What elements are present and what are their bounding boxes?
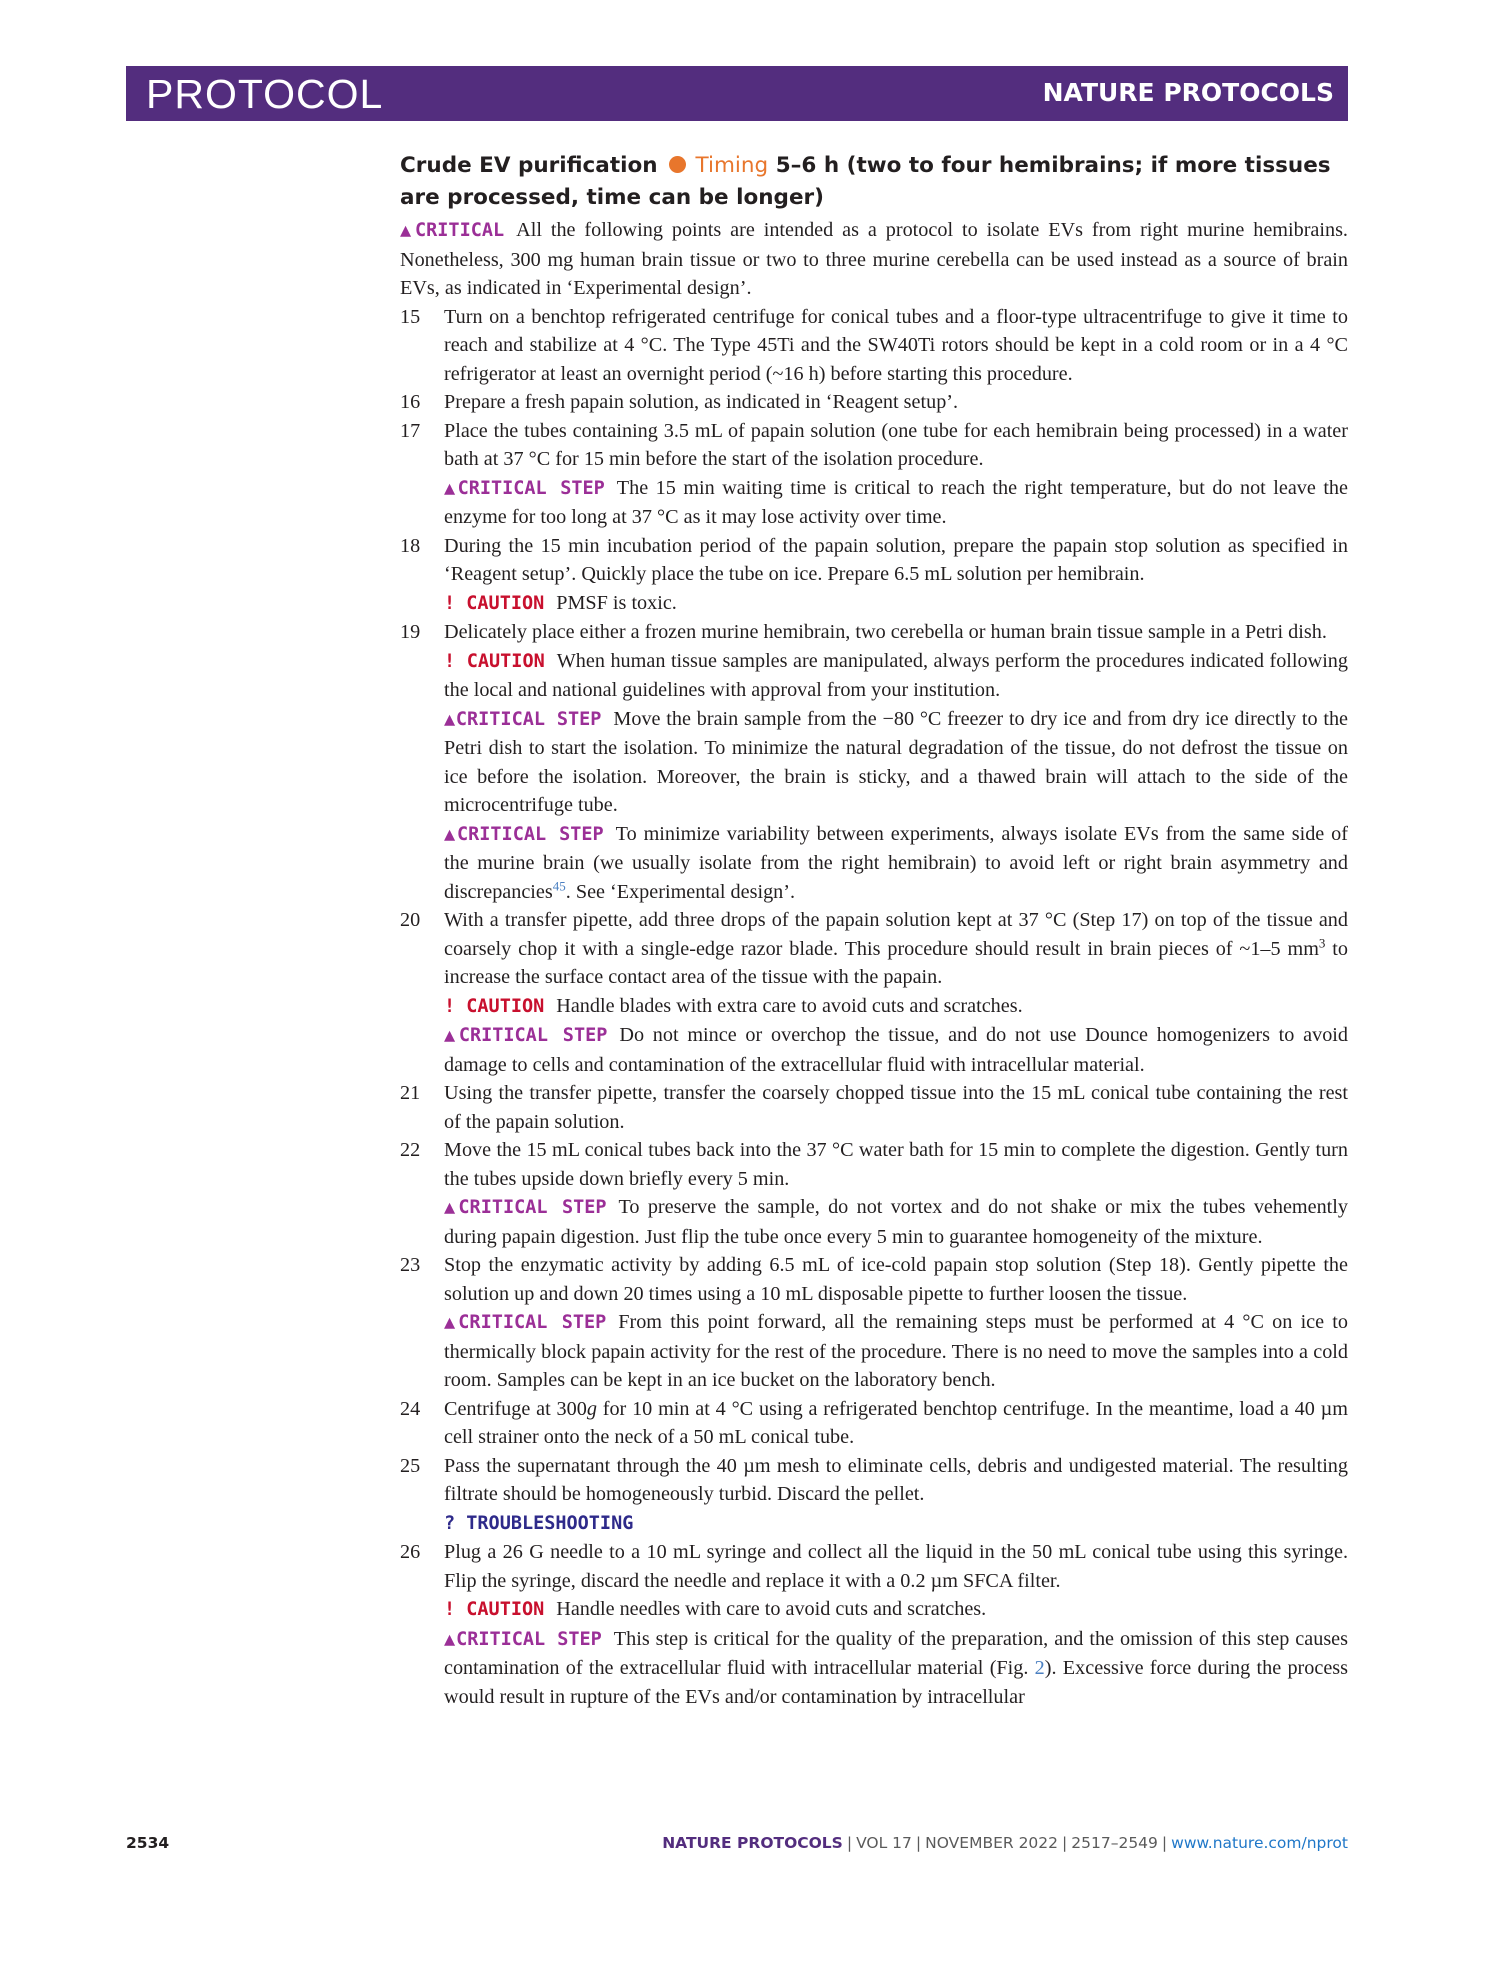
step-number: 25	[400, 1454, 421, 1477]
step-21	[400, 1079, 1348, 1136]
step-text: During the 15 min incubation period of the papain solution, prepare the papain stop solution as specified in ‘Reagent setup’. Quickly place the tube on ice. Prepare 6.5 mL solution per hemibrain.	[444, 534, 1348, 585]
step-text: Using the transfer pipette, transfer the coarsely chopped tissue into the 15 mL conical tube containing the rest of the papain solution.	[444, 1082, 1348, 1133]
section-label: PROTOCOL	[146, 71, 384, 117]
footer-pages: 2517–2549	[1071, 1834, 1158, 1852]
step-number: 21	[400, 1082, 421, 1104]
step-number: 17	[400, 419, 421, 442]
timing-label: Timing	[695, 153, 769, 178]
step-text: Delicately place either a frozen murine hemibrain, two cerebella or human brain tissue sample in a Petri dish.	[444, 621, 1327, 643]
step-text: Pass the supernatant through the 40 µm mesh to eliminate cells, debris and undigested material. The resulting filtrate should be homogeneously turbid. Discard the pellet.	[444, 1454, 1348, 1505]
caution-note: ! CAUTION PMSF is toxic.	[444, 591, 677, 614]
step-18	[400, 532, 1348, 619]
journal-label: NATURE PROTOCOLS	[1042, 78, 1334, 107]
critical-step-note: ▲CRITICAL STEP From this point forward, all the remaining steps must be performed at 4 °C on ice to thermically block papain activity for the rest of the procedure. There is no need to move the samples into a cold room. Samples can be kept in an ice bucket on the laboratory bench.	[444, 1311, 1349, 1391]
timing-dot-icon	[669, 156, 686, 173]
timing-text: 5–6 h (two to four hemibrains; if more tissues are processed, time can be longer)	[400, 153, 1331, 210]
figure-link[interactable]: 2	[1034, 1657, 1045, 1679]
caution-tag: ! CAUTION	[444, 995, 545, 1017]
section-heading	[400, 150, 1348, 214]
critical-step-tag: ▲CRITICAL STEP	[444, 1628, 602, 1650]
step-text: Stop the enzymatic activity by adding 6.5 mL of ice-cold papain stop solution (Step 18). Gently pipette the solution up and down 20 times using a 10 mL disposable pipette to further loosen the tissue.	[444, 1254, 1348, 1305]
header-banner	[126, 66, 1348, 121]
step-20	[400, 906, 1348, 1079]
heading-title: Crude EV purification	[400, 153, 658, 178]
step-text: With a transfer pipette, add three drops of the papain solution kept at 37 °C (Step 17) on top of the tissue and coarsely chop it with a single-edge razor blade. This procedure should result in brain pieces of ~1–5 $mm^3$ to increase the surface contact area of the tissue with the papain.	[444, 909, 1348, 988]
caution-note: ! CAUTION Handle blades with extra care to avoid cuts and scratches.	[444, 994, 1023, 1017]
critical-step-tag: ▲CRITICAL STEP	[444, 708, 602, 730]
step-text: Move the 15 mL conical tubes back into the 37 °C water bath for 15 min to complete the digestion. Gently turn the tubes upside down briefly every 5 min.	[444, 1139, 1348, 1190]
critical-step-note: ▲CRITICAL STEP To minimize variability between experiments, always isolate EVs from the same side of the murine brain (we usually isolate from the right hemibrain) to avoid left or right brain asymmetry and discrepancies$^{45}$. See ‘Experimental design’.	[444, 822, 1348, 903]
step-22	[400, 1136, 1348, 1251]
caution-tag: ! CAUTION	[444, 592, 545, 614]
step-17	[400, 417, 1348, 532]
step-number: 16	[400, 391, 421, 413]
step-16	[400, 388, 1348, 417]
step-text: Turn on a benchtop refrigerated centrifuge for conical tubes and a floor-type ultracentrifuge to give it time to reach and stabilize at 4 °C. The Type 45Ti and the SW40Ti rotors should be kept in a cold room or in a 4 °C refrigerator at least an overnight period (~16 h) before starting this procedure.	[444, 305, 1348, 385]
step-26	[400, 1538, 1348, 1711]
step-text: Prepare a fresh papain solution, as indicated in ‘Reagent setup’.	[444, 391, 959, 413]
step-24	[400, 1395, 1348, 1452]
caution-note: ! CAUTION When human tissue samples are manipulated, always perform the procedures indicated following the local and national guidelines with approval from your institution.	[444, 649, 1348, 701]
caution-tag: ! CAUTION	[444, 1599, 545, 1620]
step-19	[400, 618, 1348, 906]
critical-step-tag: ▲CRITICAL STEP	[444, 1197, 607, 1218]
footer-journal: NATURE PROTOCOLS	[662, 1834, 843, 1852]
article-body	[400, 150, 1348, 1711]
caution-note: ! CAUTION Handle needles with care to avoid cuts and scratches.	[444, 1598, 987, 1620]
critical-step-tag: ▲CRITICAL STEP	[444, 1312, 607, 1333]
critical-step-tag: ▲CRITICAL STEP	[444, 477, 605, 499]
step-number: 24	[400, 1397, 421, 1420]
step-number: 19	[400, 621, 421, 643]
troubleshooting-note	[444, 1509, 1348, 1539]
step-text: Plug a 26 G needle to a 10 mL syringe and collect all the liquid in the 50 mL conical tube using this syringe. Flip the syringe, discard the needle and replace it with a 0.2 µm SFCA filter.	[444, 1541, 1348, 1592]
step-number: 22	[400, 1139, 421, 1161]
caution-tag: ! CAUTION	[444, 650, 545, 672]
footer-url-link[interactable]: www.nature.com/nprot	[1171, 1834, 1348, 1852]
critical-step-note: ▲CRITICAL STEP Move the brain sample from the −80 °C freezer to dry ice and from dry ice directly to the Petri dish to start the isolation. To minimize the natural degradation of the tissue, do not defrost the tissue on ice before the isolation. Moreover, the brain is sticky, and a thawed brain will attach to the side of the microcentrifuge tube.	[444, 707, 1349, 816]
step-23	[400, 1251, 1348, 1395]
critical-tag: ▲CRITICAL	[400, 220, 505, 241]
footer-volume: VOL 17	[856, 1834, 912, 1852]
troubleshooting-tag[interactable]: ? TROUBLESHOOTING	[444, 1512, 634, 1534]
intro-critical: ▲CRITICAL All the following points are intended as a protocol to isolate EVs from right murine hemibrains. Nonetheless, 300 mg human brain tissue or two to three murine cerebella can be used instead as a source of brain EVs, as indicated in ‘Experimental design’.	[400, 219, 1348, 299]
critical-step-note: ▲CRITICAL STEP Do not mince or overchop the tissue, and do not use Dounce homogenizers to avoid damage to cells and contamination of the extracellular fluid with intracellular material.	[444, 1024, 1348, 1076]
critical-step-tag: ▲CRITICAL STEP	[444, 823, 604, 845]
step-number: 26	[400, 1541, 421, 1563]
critical-step-note: ▲CRITICAL STEP The 15 min waiting time is critical to reach the right temperature, but do not leave the enzyme for too long at 37 °C as it may lose activity over time.	[444, 476, 1348, 528]
page-number: 2534	[126, 1834, 170, 1852]
step-15	[400, 303, 1348, 389]
step-number: 20	[400, 909, 421, 931]
superscript: 3	[1318, 934, 1326, 950]
critical-step-tag: ▲CRITICAL STEP	[444, 1025, 608, 1046]
footer-date: NOVEMBER 2022	[925, 1834, 1059, 1852]
step-number: 18	[400, 534, 421, 557]
step-25	[400, 1452, 1348, 1539]
critical-step-note: ▲CRITICAL STEP To preserve the sample, do not vortex and do not shake or mix the tubes vehemently during papain digestion. Just flip the tube once every 5 min to guarantee homogeneity of the mixture.	[444, 1196, 1348, 1248]
reference-link[interactable]: 45	[552, 877, 566, 893]
page-footer	[126, 1834, 1348, 1864]
journal-info: NATURE PROTOCOLS | VOL 17 | NOVEMBER 2022 | 2517–2549 | www.nature.com/nprot	[662, 1834, 1348, 1852]
step-text: Centrifuge at 300g for 10 min at 4 °C using a refrigerated benchtop centrifuge. In the meantime, load a 40 µm cell strainer onto the neck of a 50 mL conical tube.	[444, 1397, 1348, 1448]
step-text: Place the tubes containing 3.5 mL of papain solution (one tube for each hemibrain being processed) in a water bath at 37 °C for 15 min before the start of the isolation procedure.	[444, 419, 1348, 470]
step-number: 23	[400, 1254, 421, 1276]
step-number: 15	[400, 305, 421, 328]
critical-step-note: ▲CRITICAL STEP This step is critical for the quality of the preparation, and the omission of this step causes contamination of the extracellular fluid with intracellular material (Fig. 2). Excessive force during the process would result in rupture of the EVs and/or contamination by intracellular	[444, 1627, 1348, 1708]
